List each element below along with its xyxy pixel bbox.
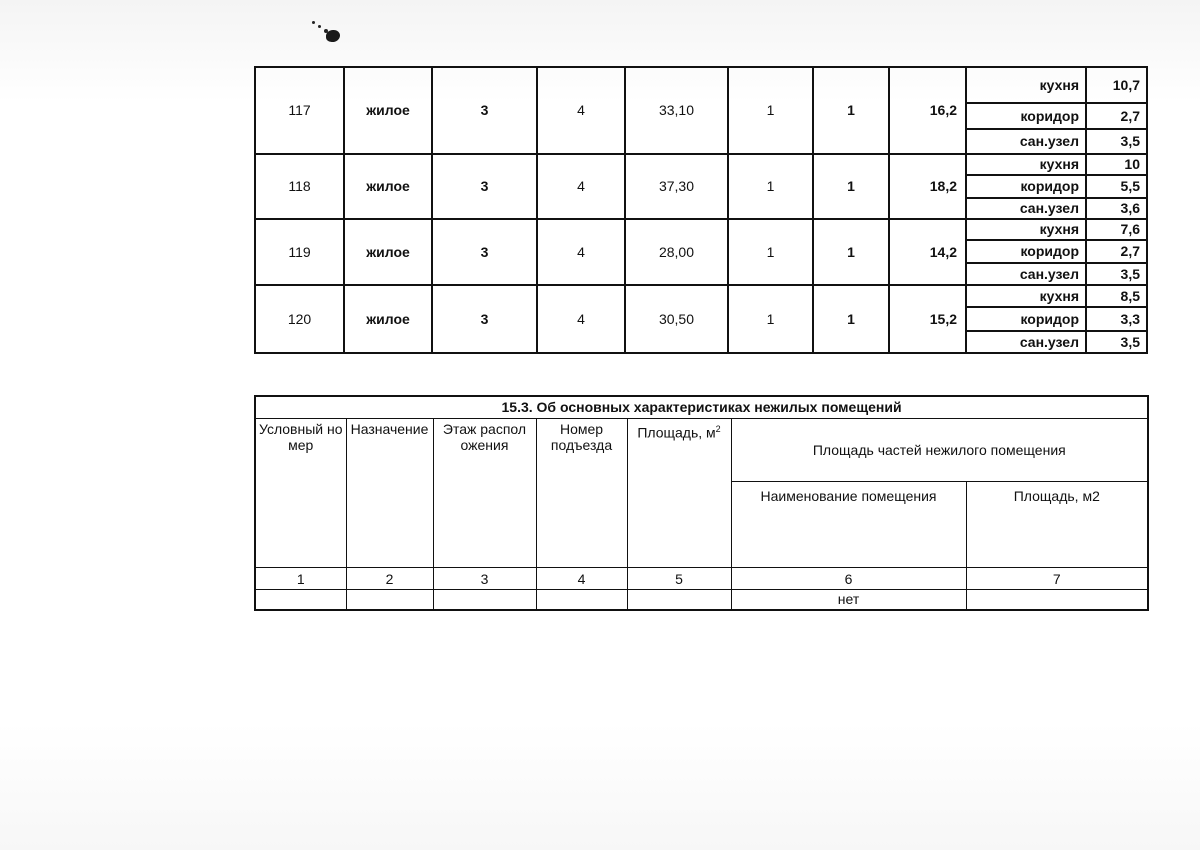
nonresidential-table [254, 395, 1149, 611]
room-name: кухня [966, 219, 1086, 240]
empty-cell [433, 589, 536, 610]
column-number: 2 [346, 568, 433, 590]
apartment-living-area: 14,2 [889, 219, 966, 285]
apartment-total-area: 30,50 [625, 285, 728, 353]
apartments-table-body [255, 67, 1147, 353]
apartment-purpose: жилое [344, 154, 432, 219]
apartment-purpose: жилое [344, 285, 432, 353]
apartment-rooms-count: 1 [728, 285, 813, 353]
empty-cell [255, 589, 346, 610]
apartment-row [255, 285, 1147, 307]
apartment-entrance: 4 [537, 285, 625, 353]
apartment-floor: 3 [432, 285, 537, 353]
ink-speck [324, 29, 328, 33]
apartment-number: 118 [255, 154, 344, 219]
apartment-floor: 3 [432, 219, 537, 285]
column-number: 3 [433, 568, 536, 590]
room-name: коридор [966, 175, 1086, 198]
header-conditional-number: Условный номер [255, 418, 346, 568]
room-area: 3,6 [1086, 198, 1147, 219]
column-number: 6 [731, 568, 966, 590]
apartment-rooms-count: 1 [728, 67, 813, 154]
apartment-row [255, 67, 1147, 103]
apartment-number: 119 [255, 219, 344, 285]
room-area: 3,3 [1086, 307, 1147, 331]
apartment-floor: 3 [432, 154, 537, 219]
apartment-total-area: 33,10 [625, 67, 728, 154]
column-number: 4 [536, 568, 627, 590]
room-name: коридор [966, 240, 1086, 263]
room-name: сан.узел [966, 331, 1086, 353]
room-area: 8,5 [1086, 285, 1147, 307]
apartment-living-area: 16,2 [889, 67, 966, 154]
header-purpose: Назначение [346, 418, 433, 568]
nonresidential-table-title: 15.3. Об основных характеристиках нежилых помещений [255, 396, 1148, 418]
room-name: коридор [966, 103, 1086, 129]
room-area: 3,5 [1086, 129, 1147, 154]
apartment-purpose: жилое [344, 67, 432, 154]
apartment-rooms-count: 1 [728, 219, 813, 285]
header-parts-area: Площадь частей нежилого помещения [731, 418, 1148, 482]
apartment-floor: 3 [432, 67, 537, 154]
apartment-number: 117 [255, 67, 344, 154]
room-area: 3,5 [1086, 263, 1147, 285]
no-data-cell: нет [731, 589, 966, 610]
apartment-row [255, 154, 1147, 175]
apartment-entrance: 4 [537, 219, 625, 285]
room-name: коридор [966, 307, 1086, 331]
apartment-living-rooms-count: 1 [813, 67, 889, 154]
apartment-living-rooms-count: 1 [813, 219, 889, 285]
room-area: 10,7 [1086, 67, 1147, 103]
header-area-label: Площадь, м [637, 424, 716, 441]
apartment-purpose: жилое [344, 219, 432, 285]
room-name: кухня [966, 285, 1086, 307]
apartment-living-area: 18,2 [889, 154, 966, 219]
apartment-entrance: 4 [537, 67, 625, 154]
empty-cell [346, 589, 433, 610]
ink-speck [318, 25, 321, 28]
apartment-living-area: 15,2 [889, 285, 966, 353]
room-area: 7,6 [1086, 219, 1147, 240]
empty-cell [966, 589, 1148, 610]
room-area: 3,5 [1086, 331, 1147, 353]
apartment-total-area: 28,00 [625, 219, 728, 285]
room-name: кухня [966, 154, 1086, 175]
empty-cell [536, 589, 627, 610]
header-area-superscript: 2 [715, 423, 721, 434]
header-area [627, 418, 731, 568]
header-entrance-number: Номер подъезда [536, 418, 627, 568]
apartment-entrance: 4 [537, 154, 625, 219]
header-part-area: Площадь, м2 [966, 482, 1148, 568]
apartment-number: 120 [255, 285, 344, 353]
column-number: 1 [255, 568, 346, 590]
ink-speck [312, 21, 315, 24]
room-area: 5,5 [1086, 175, 1147, 198]
room-name: сан.узел [966, 198, 1086, 219]
room-area: 2,7 [1086, 240, 1147, 263]
room-area: 2,7 [1086, 103, 1147, 129]
apartments-table [254, 66, 1148, 354]
apartment-rooms-count: 1 [728, 154, 813, 219]
room-name: сан.узел [966, 129, 1086, 154]
apartment-row [255, 219, 1147, 240]
header-floor: Этаж расположения [433, 418, 536, 568]
apartment-living-rooms-count: 1 [813, 154, 889, 219]
apartment-living-rooms-count: 1 [813, 285, 889, 353]
empty-data-row [255, 589, 1148, 610]
column-number: 7 [966, 568, 1148, 590]
apartment-total-area: 37,30 [625, 154, 728, 219]
column-numbers-row [255, 568, 1148, 590]
header-part-name: Наименование помещения [731, 482, 966, 568]
room-name: кухня [966, 67, 1086, 103]
empty-cell [627, 589, 731, 610]
room-area: 10 [1086, 154, 1147, 175]
room-name: сан.узел [966, 263, 1086, 285]
column-number: 5 [627, 568, 731, 590]
